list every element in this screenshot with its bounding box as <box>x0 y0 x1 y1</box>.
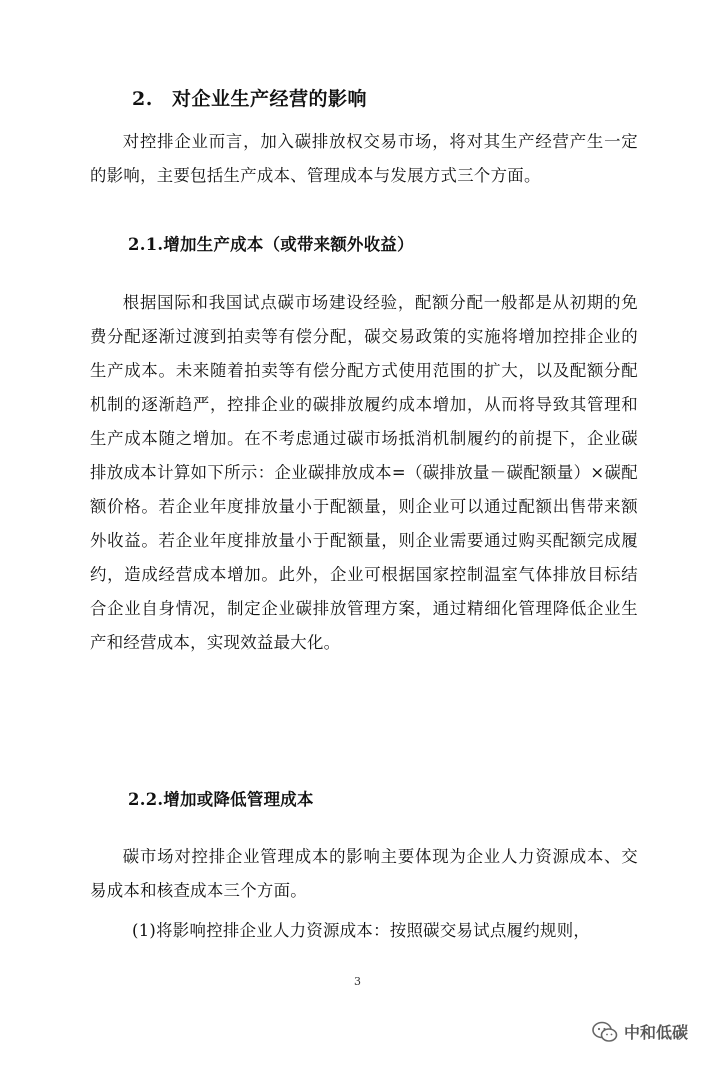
watermark <box>592 1020 688 1043</box>
subsection-2-heading: 2.2.增加或降低管理成本 <box>128 790 314 809</box>
subsection-2-paragraph: 碳市场对控排企业管理成本的影响主要体现为企业人力资源成本、交易成本和核查成本三个方面。 <box>90 847 638 900</box>
watermark-text: 中和低碳 <box>624 1023 689 1042</box>
section-intro-paragraph: 对控排企业而言，加入碳排放权交易市场，将对其生产经营产生一定的影响，主要包括生产成本、管理成本与发展方式三个方面。 <box>90 132 638 185</box>
section-title: 对企业生产经营的影响 <box>172 88 368 110</box>
section-number: 2. <box>132 88 153 110</box>
section-heading <box>132 84 367 111</box>
page-number: 3 <box>354 975 361 988</box>
subsection-1-heading: 2.1.增加生产成本（或带来额外收益） <box>128 235 414 254</box>
list-item-1: (1)将影响控排企业人力资源成本：按照碳交易试点履约规则， <box>132 921 591 940</box>
subsection-1-paragraph: 根据国际和我国试点碳市场建设经验，配额分配一般都是从初期的免费分配逐渐过渡到拍卖等有偿分配，碳交易政策的实施将增加控排企业的生产成本。未来随着拍卖等有偿分配方式使用范围的扩大，以及配额分配机制的逐渐趋严，控排企业的碳排放履约成本增加，从而将导致其管理和生产成本随之增加。在不考虑通过碳市场抵消机制履约的前提下，企业碳排放成本计算如下所示：企业碳排放成本=（碳排放量－碳配额量）×碳配额价格。若企业年度排放量小于配额量，则企业可以通过配额出售带来额外收益。若企业年度排放量小于配额量，则企业需要通过购买配额完成履约，造成经营成本增加。此外，企业可根据国家控制温室气体排放目标结合企业自身情况，制定企业碳排放管理方案，通过精细化管理降低企业生产和经营成本，实现效益最大化。 <box>90 293 638 652</box>
wechat-icon <box>592 1021 618 1043</box>
